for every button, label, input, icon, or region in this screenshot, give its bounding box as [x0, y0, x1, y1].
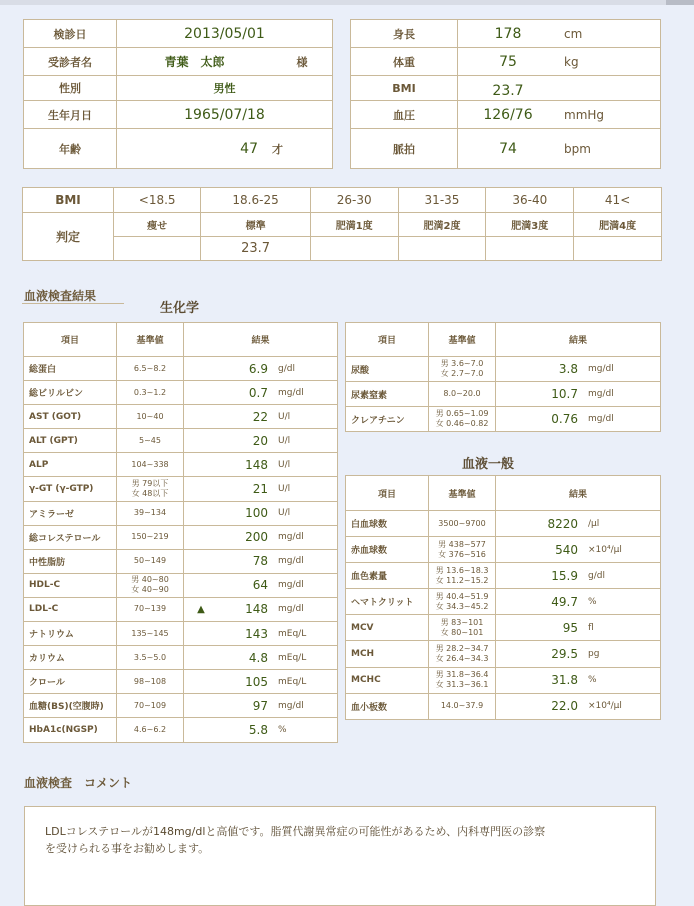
row-unit: g/dl — [584, 563, 661, 589]
row-standard-line: 女 31.3~36.1 — [435, 680, 489, 690]
row-standard-line: 男 438~577 — [438, 539, 486, 549]
bmi-value: 23.7 — [458, 76, 559, 101]
table-row — [346, 641, 661, 667]
bmi-cat-5: 肥満3度 — [486, 213, 574, 237]
hematology-title: 血液一般 — [462, 457, 515, 472]
row-standard: 3500~9700 — [429, 511, 496, 537]
row-result: 0.76 — [496, 407, 585, 432]
row-standard — [429, 563, 496, 589]
row-standard — [117, 573, 184, 597]
row-standard-line: 男 40~80 — [131, 575, 169, 585]
table-row — [346, 667, 661, 693]
row-unit: /μl — [584, 511, 661, 537]
table-row — [346, 407, 661, 432]
height-label: 身長 — [351, 20, 458, 48]
renal-table — [345, 322, 661, 432]
row-item: HbA1c(NGSP) — [24, 718, 117, 742]
row-item: 総コレステロール — [24, 525, 117, 549]
row-standard-line: 男 83~101 — [440, 617, 484, 627]
row-item: ALT (GPT) — [24, 429, 117, 453]
hematology-table — [345, 475, 661, 720]
row-result: 10.7 — [496, 382, 585, 407]
row-unit: mg/dl — [584, 382, 661, 407]
row-result: 78 — [218, 549, 274, 573]
sex-value: 男性 — [117, 76, 333, 101]
bp-value: 126/76 — [458, 101, 559, 129]
pulse-value: 74 — [458, 129, 559, 169]
table-row — [24, 477, 338, 501]
exam-date-label: 検診日 — [24, 20, 117, 48]
row-result: 200 — [218, 525, 274, 549]
row-standard — [429, 407, 496, 432]
row-result: 143 — [218, 622, 274, 646]
row-unit: % — [584, 589, 661, 615]
row-result: 22 — [218, 405, 274, 429]
row-standard — [117, 477, 184, 501]
row-item: 血小板数 — [346, 693, 429, 719]
row-unit: pg — [584, 641, 661, 667]
row-standard — [429, 357, 496, 382]
row-result: 148 — [218, 453, 274, 477]
row-flag — [184, 453, 219, 477]
comment-box — [24, 806, 656, 906]
row-standard: 4.6~6.2 — [117, 718, 184, 742]
name-value: 青葉 太郎 — [117, 48, 273, 76]
profile-table — [23, 19, 333, 169]
birth-label: 生年月日 — [24, 101, 117, 129]
row-flag — [184, 525, 219, 549]
row-unit: g/dl — [274, 357, 338, 381]
row-item: 尿素窒素 — [346, 382, 429, 407]
row-result: 20 — [218, 429, 274, 453]
table-row — [24, 694, 338, 718]
row-unit: mEq/L — [274, 622, 338, 646]
row-standard: 150~219 — [117, 525, 184, 549]
weight-label: 体重 — [351, 48, 458, 76]
top-edge — [0, 0, 694, 5]
table-row — [24, 646, 338, 670]
row-result: 29.5 — [496, 641, 585, 667]
row-standard: 0.3~1.2 — [117, 381, 184, 405]
table-row — [24, 622, 338, 646]
row-item: ALP — [24, 453, 117, 477]
row-flag — [184, 670, 219, 694]
row-item: 総蛋白 — [24, 357, 117, 381]
table-row — [24, 670, 338, 694]
row-item: 尿酸 — [346, 357, 429, 382]
row-unit: % — [274, 718, 338, 742]
row-result: 49.7 — [496, 589, 585, 615]
row-standard: 8.0~20.0 — [429, 382, 496, 407]
row-result: 6.9 — [218, 357, 274, 381]
row-result: 148 — [218, 597, 274, 621]
height-unit: cm — [558, 20, 661, 48]
honorific: 様 — [272, 48, 333, 76]
table-row — [24, 381, 338, 405]
hema-header-standard: 基準値 — [429, 476, 496, 511]
row-standard-line: 男 28.2~34.7 — [435, 644, 489, 654]
row-standard: 104~338 — [117, 453, 184, 477]
bmi-range-2: 18.6-25 — [201, 188, 310, 213]
bmi-range-6: 41< — [574, 188, 662, 213]
row-result: 5.8 — [218, 718, 274, 742]
row-flag — [184, 622, 219, 646]
biochem-table — [23, 322, 338, 743]
bp-unit: mmHg — [558, 101, 661, 129]
row-unit: mg/dl — [584, 357, 661, 382]
row-standard-line: 男 40.4~51.9 — [435, 591, 489, 601]
bmi-cat-2: 標準 — [201, 213, 310, 237]
row-unit: mg/dl — [584, 407, 661, 432]
hema-header-result: 結果 — [496, 476, 661, 511]
row-flag — [184, 646, 219, 670]
row-unit: U/l — [274, 477, 338, 501]
table-row — [24, 525, 338, 549]
row-standard-line: 女 34.3~45.2 — [435, 601, 489, 611]
row-result: 0.7 — [218, 381, 274, 405]
row-standard — [429, 615, 496, 641]
height-value: 178 — [458, 20, 559, 48]
row-standard — [429, 537, 496, 563]
row-flag — [184, 501, 219, 525]
row-standard: 50~149 — [117, 549, 184, 573]
row-result: 31.8 — [496, 667, 585, 693]
row-unit: fl — [584, 615, 661, 641]
table-row — [346, 563, 661, 589]
table-row — [346, 589, 661, 615]
row-standard: 5~45 — [117, 429, 184, 453]
bmi-cat-3: 肥満1度 — [310, 213, 398, 237]
row-standard-line: 女 11.2~15.2 — [435, 575, 489, 585]
exam-date-value: 2013/05/01 — [117, 20, 333, 48]
comment-line-2: を受けられる事をお勧めします。 — [45, 842, 210, 855]
row-standard: 3.5~5.0 — [117, 646, 184, 670]
row-result: 105 — [218, 670, 274, 694]
age-label: 年齢 — [24, 129, 117, 169]
table-row — [24, 405, 338, 429]
renal-header-standard: 基準値 — [429, 323, 496, 357]
row-unit: mg/dl — [274, 381, 338, 405]
row-standard: 6.5~8.2 — [117, 357, 184, 381]
row-flag — [184, 573, 219, 597]
row-item: ヘマトクリット — [346, 589, 429, 615]
bmi-cat-1: 痩せ — [114, 213, 201, 237]
row-flag: ▲ — [184, 597, 219, 621]
table-row — [24, 597, 338, 621]
row-item: HDL-C — [24, 573, 117, 597]
row-standard: 135~145 — [117, 622, 184, 646]
blood-test-title: 血液検査結果 — [24, 289, 97, 303]
row-item: MCHC — [346, 667, 429, 693]
row-flag — [184, 357, 219, 381]
row-item: ナトリウム — [24, 622, 117, 646]
row-standard: 70~109 — [117, 694, 184, 718]
row-unit: U/l — [274, 429, 338, 453]
row-unit: mg/dl — [274, 525, 338, 549]
row-result: 97 — [218, 694, 274, 718]
row-standard-line: 女 0.46~0.82 — [435, 419, 489, 428]
row-item: LDL-C — [24, 597, 117, 621]
weight-value: 75 — [458, 48, 559, 76]
row-standard: 39~134 — [117, 501, 184, 525]
row-item: MCV — [346, 615, 429, 641]
weight-unit: kg — [558, 48, 661, 76]
row-item: クロール — [24, 670, 117, 694]
row-item: 中性脂肪 — [24, 549, 117, 573]
comment-line-1: LDLコレステロールが148mg/dlと高値です。脂質代謝異常症の可能性があるため、内科専門医の診察 — [45, 825, 546, 838]
row-flag — [184, 477, 219, 501]
table-row — [24, 549, 338, 573]
row-standard: 98~108 — [117, 670, 184, 694]
row-standard — [429, 667, 496, 693]
row-standard-line: 男 3.6~7.0 — [440, 359, 484, 368]
bmi-range-5: 36-40 — [486, 188, 574, 213]
row-standard-line: 男 79以下 — [131, 479, 169, 489]
row-flag — [184, 549, 219, 573]
table-row — [346, 511, 661, 537]
table-row — [346, 615, 661, 641]
row-item: 白血球数 — [346, 511, 429, 537]
bmi-row-label: BMI — [23, 188, 114, 213]
biochem-title: 生化学 — [160, 301, 200, 316]
biochem-header-result: 結果 — [184, 323, 338, 357]
birth-value: 1965/07/18 — [117, 101, 333, 129]
row-standard-line: 女 40~90 — [131, 585, 169, 595]
row-flag — [184, 694, 219, 718]
table-row — [346, 382, 661, 407]
row-flag — [184, 429, 219, 453]
row-result: 100 — [218, 501, 274, 525]
renal-header-item: 項目 — [346, 323, 429, 357]
row-standard — [429, 641, 496, 667]
row-flag — [184, 405, 219, 429]
table-row — [24, 573, 338, 597]
row-standard-line: 女 26.4~34.3 — [435, 654, 489, 664]
row-result: 21 — [218, 477, 274, 501]
table-row — [24, 501, 338, 525]
row-result: 95 — [496, 615, 585, 641]
row-unit: U/l — [274, 405, 338, 429]
age-unit: 才 — [272, 129, 333, 169]
row-item: アミラーゼ — [24, 501, 117, 525]
biochem-header-standard: 基準値 — [117, 323, 184, 357]
row-standard — [429, 589, 496, 615]
row-result: 8220 — [496, 511, 585, 537]
row-standard-line: 女 80~101 — [440, 627, 484, 637]
table-row — [346, 693, 661, 719]
row-unit: mg/dl — [274, 597, 338, 621]
row-item: AST (GOT) — [24, 405, 117, 429]
row-item: カリウム — [24, 646, 117, 670]
row-standard-line: 男 31.8~36.4 — [435, 670, 489, 680]
row-result: 64 — [218, 573, 274, 597]
row-unit: % — [584, 667, 661, 693]
row-standard-line: 女 2.7~7.0 — [440, 369, 484, 378]
hema-header-item: 項目 — [346, 476, 429, 511]
row-result: 15.9 — [496, 563, 585, 589]
table-row — [346, 357, 661, 382]
bmi-current-value: 23.7 — [201, 237, 310, 261]
sex-label: 性別 — [24, 76, 117, 101]
bmi-range-3: 26-30 — [310, 188, 398, 213]
row-unit: U/l — [274, 501, 338, 525]
table-row — [24, 429, 338, 453]
bmi-judgement-table — [22, 187, 662, 261]
comment-title: 血液検査 コメント — [24, 776, 133, 790]
row-standard: 14.0~37.9 — [429, 693, 496, 719]
row-standard-line: 女 48以下 — [131, 489, 169, 499]
renal-header-result: 結果 — [496, 323, 661, 357]
table-row — [24, 453, 338, 477]
bmi-judge-label: 判定 — [23, 213, 114, 261]
row-item: MCH — [346, 641, 429, 667]
row-item: 赤血球数 — [346, 537, 429, 563]
pulse-label: 脈拍 — [351, 129, 458, 169]
row-item: γ-GT (γ-GTP) — [24, 477, 117, 501]
row-unit: mEq/L — [274, 670, 338, 694]
row-result: 22.0 — [496, 693, 585, 719]
bmi-cat-4: 肥満2度 — [398, 213, 486, 237]
table-row — [346, 537, 661, 563]
bmi-label: BMI — [351, 76, 458, 101]
pulse-unit: bpm — [558, 129, 661, 169]
row-result: 540 — [496, 537, 585, 563]
row-result: 4.8 — [218, 646, 274, 670]
bmi-cat-6: 肥満4度 — [574, 213, 662, 237]
row-standard: 10~40 — [117, 405, 184, 429]
row-unit: mg/dl — [274, 549, 338, 573]
biochem-header-item: 項目 — [24, 323, 117, 357]
row-flag — [184, 718, 219, 742]
row-standard-line: 男 13.6~18.3 — [435, 565, 489, 575]
row-item: 血色素量 — [346, 563, 429, 589]
row-standard-line: 男 0.65~1.09 — [435, 409, 489, 418]
row-unit: ×10⁴/μl — [584, 693, 661, 719]
row-unit: ×10⁴/μl — [584, 537, 661, 563]
name-label: 受診者名 — [24, 48, 117, 76]
row-item: 血糖(BS)(空腹時) — [24, 694, 117, 718]
bp-label: 血圧 — [351, 101, 458, 129]
row-unit: mEq/L — [274, 646, 338, 670]
bmi-range-1: <18.5 — [114, 188, 201, 213]
row-result: 3.8 — [496, 357, 585, 382]
age-value: 47 — [117, 129, 273, 169]
table-row — [24, 357, 338, 381]
row-item: 総ビリルビン — [24, 381, 117, 405]
row-unit: mg/dl — [274, 573, 338, 597]
row-standard: 70~139 — [117, 597, 184, 621]
row-standard-line: 女 376~516 — [438, 549, 486, 559]
bmi-range-4: 31-35 — [398, 188, 486, 213]
row-flag — [184, 381, 219, 405]
blood-test-underline — [22, 303, 124, 304]
row-unit: mg/dl — [274, 694, 338, 718]
body-metrics-table — [350, 19, 661, 169]
row-item: クレアチニン — [346, 407, 429, 432]
table-row — [24, 718, 338, 742]
row-unit: U/l — [274, 453, 338, 477]
